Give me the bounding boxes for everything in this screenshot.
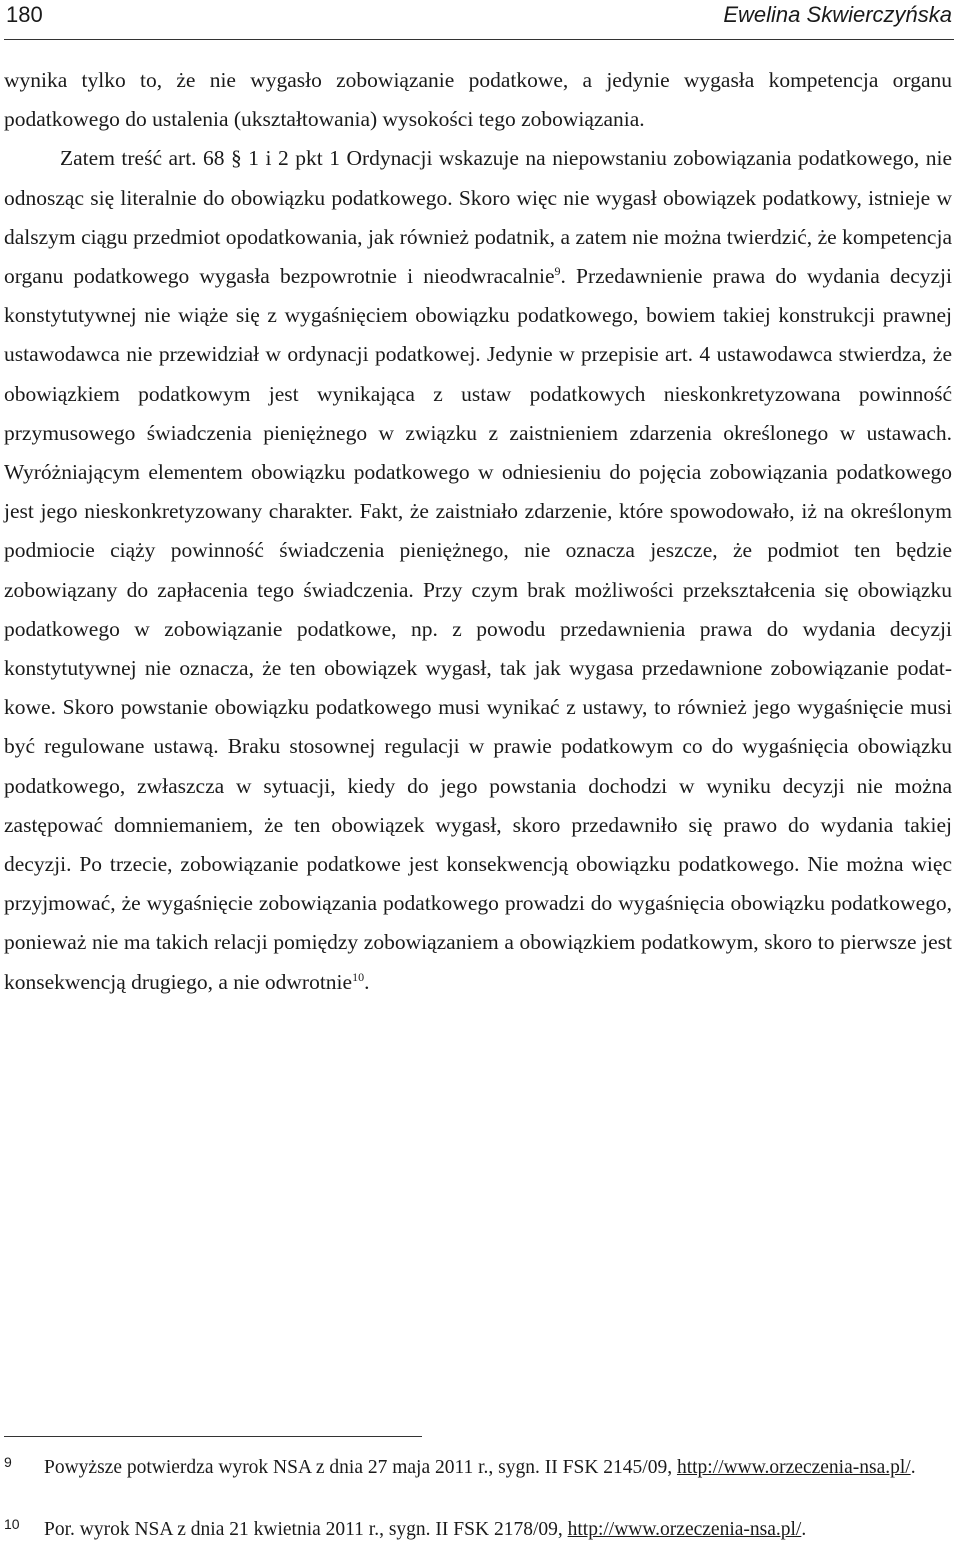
- running-head-author: Ewelina Skwierczyńska: [723, 2, 952, 27]
- paragraph-main: [4, 139, 952, 1001]
- paragraph-main-end: .: [364, 969, 370, 994]
- paragraph-continued: wynika tylko to, że nie wygasło zobowiązanie podatkowe, a jedynie wygasła kompetencja organu podatkowego do ustalenia (ukształtowania) wysokości tego zobowiązania.: [4, 68, 952, 132]
- footnote-body: Powyższe potwierdza wyrok NSA z dnia 27 maja 2011 r., sygn. II FSK 2145/09,: [44, 1457, 677, 1478]
- footnote-end: .: [801, 1519, 807, 1540]
- page-header: [4, 0, 954, 40]
- footnote-ref-9[interactable]: 9: [554, 263, 561, 278]
- page-number: 180: [6, 2, 43, 27]
- footnote-mark: 10: [4, 1516, 20, 1532]
- paragraph-main-text: Zatem treść art. 68 § 1 i 2 pkt 1 Ordynacji wskazuje na niepowstaniu zobowiązania podatkowego, nie odnosząc się literalnie do obowiązku podatkowego. Skoro więc nie wygasł obowiązek podatkowy, istnieje w dalszym ciągu przedmiot opodatkowania, jak również podatnik, a zatem nie można twierdzić, że kompetencja organu podatkowego wygasła bezpowrotnie i nieodwracalnie: [4, 146, 952, 289]
- footnote-divider: [4, 1436, 422, 1437]
- paragraph-main-text-continued: . Przedawnienie prawa do wydania decyzji konstytutywnej nie wiąże się z wygaśnięciem obowiązku podatkowego, bowiem takiej konstrukcji prawnej ustawodawca nie przewidział w ordynacji podatkowej. Jedynie w przepisie art. 4 ustawodawca stwierdza, że obowiązkiem podatkowym jest wynikająca z ustaw podatkowych nieskonkretyzowana powinność przymusowego świadczenia pieniężnego w związku z zaistnieniem zdarzenia określonego w ustawach. Wyróżniającym elementem obowiązku podatkowego w odniesieniu do pojęcia zobowiązania podatkowego jest jego nieskonkretyzowany charakter. Fakt, że zaistniało zdarzenie, które spowodowało, iż na określonym podmiocie ciąży powinność świadczenia pieniężnego, nie oznacza jeszcze, że podmiot ten będzie zobowiązany do zapłacenia tego świadczenia. Przy czym brak możliwości przekształcenia się obowiązku podatkowego w zobowiązanie podatkowe, np. z powodu przedawnienia prawa do wydania decyzji konstytutywnej nie oznacza, że ten obowiązek wygasł, tak jak wygasa przedawnione zobowiązanie podatkowe. Skoro powstanie obowiązku podatkowego musi wynikać z ustawy, to również jego wygaśnięcie musi być regulowane ustawą. Braku stosownej regulacji w prawie podatkowym co do wygaśnięcia obowiązku podatkowego, zwłaszcza w sytuacji, kiedy do jego powstania dochodzi w wyniku decyzji nie można zastępować domniemaniem, że ten obowiązek wygasł, skoro przedawniło się prawo do wydania takiej decyzji. Po trzecie, zobowiązanie podatkowe jest konsekwencją obowiązku podatkowego. Nie można więc przyjmować, że wygaśnięcie zobowiązania podatkowego prowadzi do wygaśnięcia obowiązku podatkowego, ponieważ nie ma takich relacji pomiędzy zobowiązaniem a obowiązkiem podatkowym, skoro to pierwsze jest konsekwencją drugiego, a nie odwrotnie: [4, 264, 952, 994]
- footnote-link[interactable]: http://www.orzeczenia-nsa.pl/: [676, 1457, 911, 1478]
- footnote-10: [4, 1513, 952, 1541]
- footnote-end: .: [910, 1457, 916, 1478]
- body-text: [4, 61, 952, 1002]
- footnote-mark: 9: [4, 1454, 12, 1470]
- footnote-text: [44, 1451, 952, 1479]
- footnote-text: [44, 1513, 952, 1541]
- footnote-body: Por. wyrok NSA z dnia 21 kwietnia 2011 r., sygn. II FSK 2178/09,: [44, 1519, 568, 1540]
- footnote-ref-10[interactable]: 10: [352, 969, 365, 984]
- footnote-link[interactable]: http://www.orzeczenia-nsa.pl/: [567, 1519, 802, 1540]
- footnote-9: [4, 1451, 952, 1479]
